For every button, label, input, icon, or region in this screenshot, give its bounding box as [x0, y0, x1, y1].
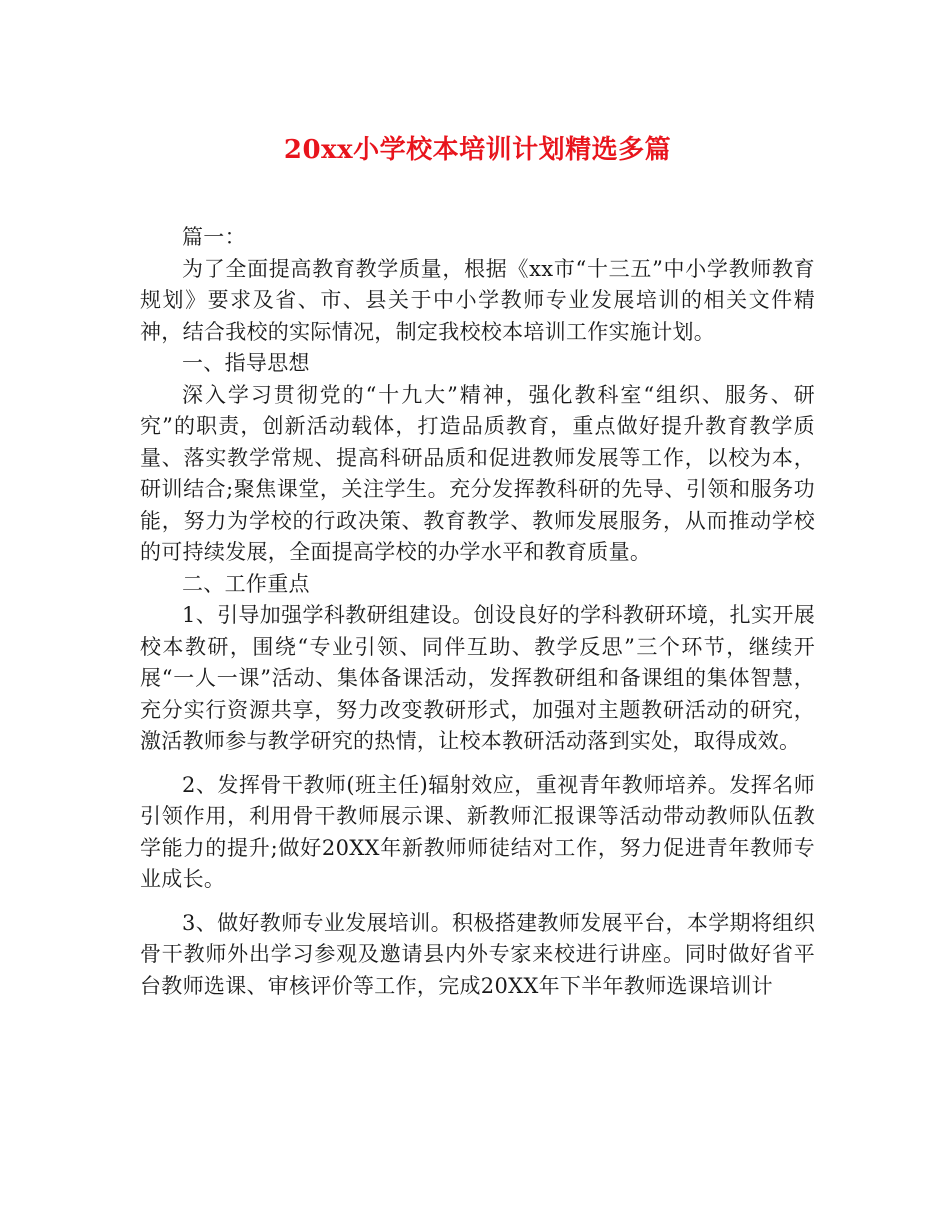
- work-focus-item-1: 1、引导加强学科教研组建设。创设良好的学科教研环境，扎实开展校本教研，围绕“专业引领、同伴互助、教学反思”三个环节，继续开展“一人一课”活动、集体备课活动，发挥教研组和备课组的集体智慧，充分实行资源共享，努力改变教研形式，加强对主题教研活动的研究，激活教师参与教学研究的热情，让校本教研活动落到实处，取得成效。: [140, 603, 815, 753]
- guiding-ideology-paragraph: 深入学习贯彻党的“十九大”精神，强化教科室“组织、服务、研究”的职责，创新活动载体，打造品质教育，重点做好提升教育教学质量、落实教学常规、提高科研品质和促进教师发展等工作，以校为本，研训结合;聚焦课堂，关注学生。充分发挥教科研的先导、引领和服务功能，努力为学校的行政决策、教育教学、教师发展服务，从而推动学校的可持续发展，全面提高学校的办学水平和教育质量。: [140, 382, 815, 564]
- work-focus-item-3: 3、做好教师专业发展培训。积极搭建教师发展平台，本学期将组织骨干教师外出学习参观及邀请县内外专家来校进行讲座。同时做好省平台教师选课、审核评价等工作，完成20XX年下半年教师选课培训计: [140, 910, 815, 998]
- intro-paragraph: 为了全面提高教育教学质量，根据《xx市“十三五”中小学教师教育规划》要求及省、市、县关于中小学教师专业发展培训的相关文件精神，结合我校的实际情况，制定我校校本培训工作实施计划。: [140, 256, 815, 344]
- work-focus-item-2: 2、发挥骨干教师(班主任)辐射效应，重视青年教师培养。发挥名师引领作用，利用骨干教师展示课、新教师汇报课等活动带动教师队伍教学能力的提升;做好20XX年新教师师徒结对工作，努力促进青年教师专业成长。: [140, 772, 815, 891]
- document-title: 20xx小学校本培训计划精选多篇: [283, 135, 672, 165]
- heading-work-focus: 二、工作重点: [182, 571, 310, 596]
- heading-guiding-ideology: 一、指导思想: [182, 351, 310, 375]
- section-label-part-one: 篇一：: [182, 225, 246, 249]
